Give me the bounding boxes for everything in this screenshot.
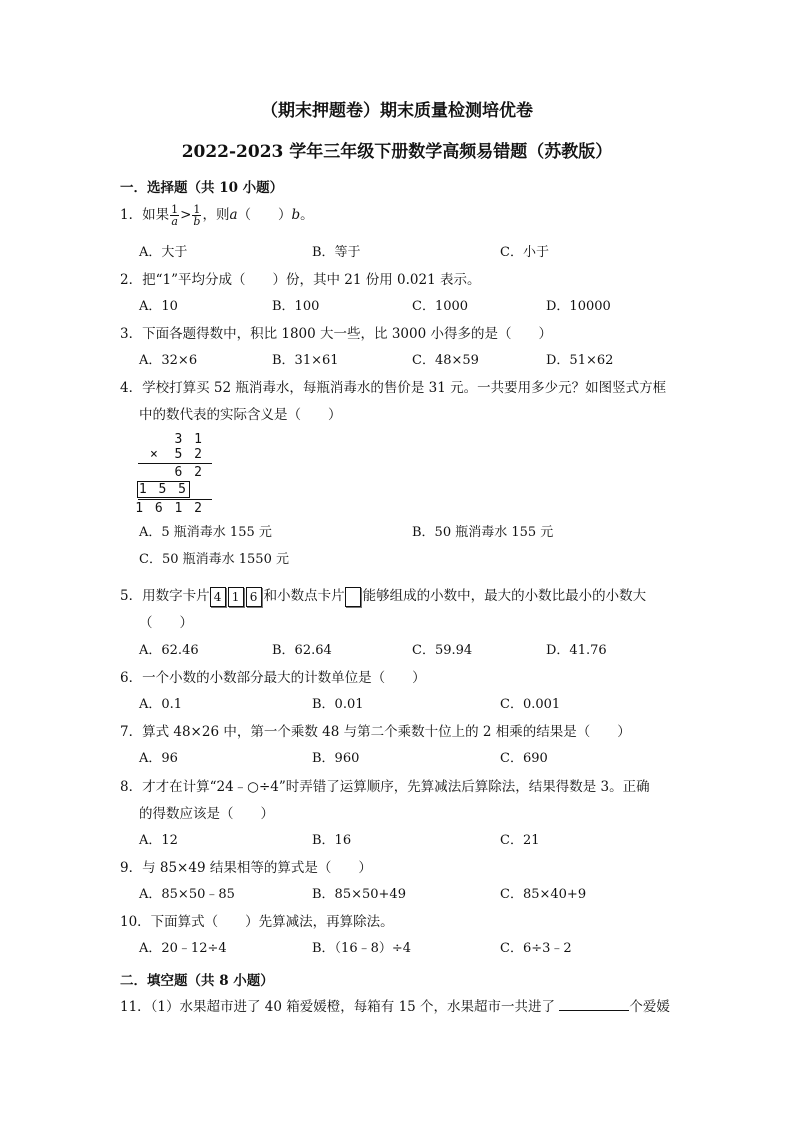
q10-option-b: B．（16﹣8）÷4 — [312, 941, 412, 956]
rule-line — [138, 463, 212, 464]
question-9: 9．与 85×49 结果相等的算式是（ ） — [120, 860, 372, 876]
q1-option-c: C．小于 — [500, 245, 549, 260]
q4-option-a: A．5 瓶消毒水 155 元 — [139, 525, 272, 540]
digit-card-6: 6 — [246, 587, 262, 607]
q8-option-a: A．12 — [139, 833, 178, 848]
exam-subtitle: 2022-2023 学年三年级下册数学高频易错题（苏教版） — [181, 142, 613, 162]
question-1: 1．如果 $\frac{1}{a}$ > $\frac{1}{b}$ ，则a（ ）b。 — [120, 203, 314, 228]
q5-option-c: C．59.94 — [412, 643, 473, 658]
answer-blank[interactable] — [559, 996, 629, 1011]
question-11: 11．（1）水果超市进了 40 箱爱媛橙，每箱有 15 个，水果超市一共进了 个爱媛 — [120, 996, 670, 1017]
partial-product-2-boxed: 1 5 5 — [138, 482, 188, 497]
q2-option-c: C．1000 — [412, 299, 469, 314]
q3-option-c: C．48×59 — [412, 353, 479, 368]
q2-option-d: D．10000 — [546, 299, 611, 314]
q6-option-b: B．0.01 — [312, 697, 364, 712]
multiplicand: 3 1 — [174, 432, 204, 447]
q2-option-a: A．10 — [139, 299, 178, 314]
q9-option-a: A．85×50﹣85 — [139, 887, 235, 902]
q1-option-a: A．大于 — [139, 245, 188, 260]
question-4-line-2: 中的数代表的实际含义是（ ） — [139, 407, 342, 423]
q8-option-c: C．21 — [500, 833, 540, 848]
multiplier: 5 2 — [174, 447, 204, 462]
q3-option-a: A．32×6 — [139, 353, 198, 368]
q7-option-a: A．96 — [139, 751, 178, 766]
q10-option-a: A．20﹣12÷4 — [139, 941, 227, 956]
partial-product-1: 6 2 — [174, 465, 204, 480]
q1-option-b: B．等于 — [312, 245, 361, 260]
q4-option-b: B．50 瓶消毒水 155 元 — [412, 525, 554, 540]
q8-option-b: B．16 — [312, 833, 352, 848]
question-5-line-2: （ ） — [139, 615, 193, 631]
question-4-line-1: 4．学校打算买 52 瓶消毒水，每瓶消毒水的售价是 31 元。一共要用多少元？如图竖式方框 — [120, 380, 667, 396]
q3-option-d: D．51×62 — [546, 353, 614, 368]
q9-option-c: C．85×40+9 — [500, 887, 587, 902]
q9-option-b: B．85×50+49 — [312, 887, 406, 902]
q4-option-c: C．50 瓶消毒水 1550 元 — [139, 552, 289, 567]
question-5: 5．用数字卡片 4 1 6 和小数点卡片 能够组成的小数中，最大的小数比最小的小数大 — [120, 586, 646, 607]
rule-line — [138, 499, 212, 500]
question-8-line-2: 的得数应该是（ ） — [139, 806, 274, 822]
vertical-multiplication — [135, 432, 218, 518]
section-heading-choice: 一．选择题（共 10 小题） — [120, 180, 284, 196]
exam-title: （期末押题卷）期末质量检测培优卷 — [261, 101, 533, 121]
q5-option-d: D．41.76 — [546, 643, 607, 658]
decimal-point-card — [345, 587, 361, 607]
product: 1 6 1 2 — [135, 501, 204, 516]
question-8-line-1: 8．才才在计算“24﹣○÷4”时弄错了运算顺序，先算减法后算除法，结果得数是 3。正确 — [120, 779, 650, 795]
q5-option-a: A．62.46 — [139, 643, 199, 658]
fraction-one-over-a: $\frac{1}{a}$ — [171, 203, 179, 228]
q3-option-b: B．31×61 — [272, 353, 339, 368]
question-10: 10．下面算式（ ）先算减法，再算除法。 — [120, 914, 394, 930]
question-3: 3．下面各题得数中，积比 1800 大一些，比 3000 小得多的是（ ） — [120, 326, 552, 342]
q2-option-b: B．100 — [272, 299, 320, 314]
q7-option-b: B．960 — [312, 751, 360, 766]
q10-option-c: C．6÷3﹣2 — [500, 941, 572, 956]
fraction-one-over-b: $\frac{1}{b}$ — [193, 203, 201, 228]
section-heading-fill-in: 二．填空题（共 8 小题） — [120, 973, 274, 989]
q7-option-c: C．690 — [500, 751, 548, 766]
q6-option-c: C．0.001 — [500, 697, 561, 712]
question-7: 7．算式 48×26 中，第一个乘数 48 与第二个乘数十位上的 2 相乘的结果是（ ） — [120, 724, 631, 740]
question-2: 2．把“1”平均分成（ ）份，其中 21 份用 0.021 表示。 — [120, 272, 481, 288]
q5-option-b: B．62.64 — [272, 643, 332, 658]
digit-card-4: 4 — [210, 587, 226, 607]
q6-option-a: A．0.1 — [139, 697, 183, 712]
question-6: 6．一个小数的小数部分最大的计数单位是（ ） — [120, 670, 426, 686]
times-sign: × — [150, 447, 160, 462]
digit-card-1: 1 — [228, 587, 244, 607]
